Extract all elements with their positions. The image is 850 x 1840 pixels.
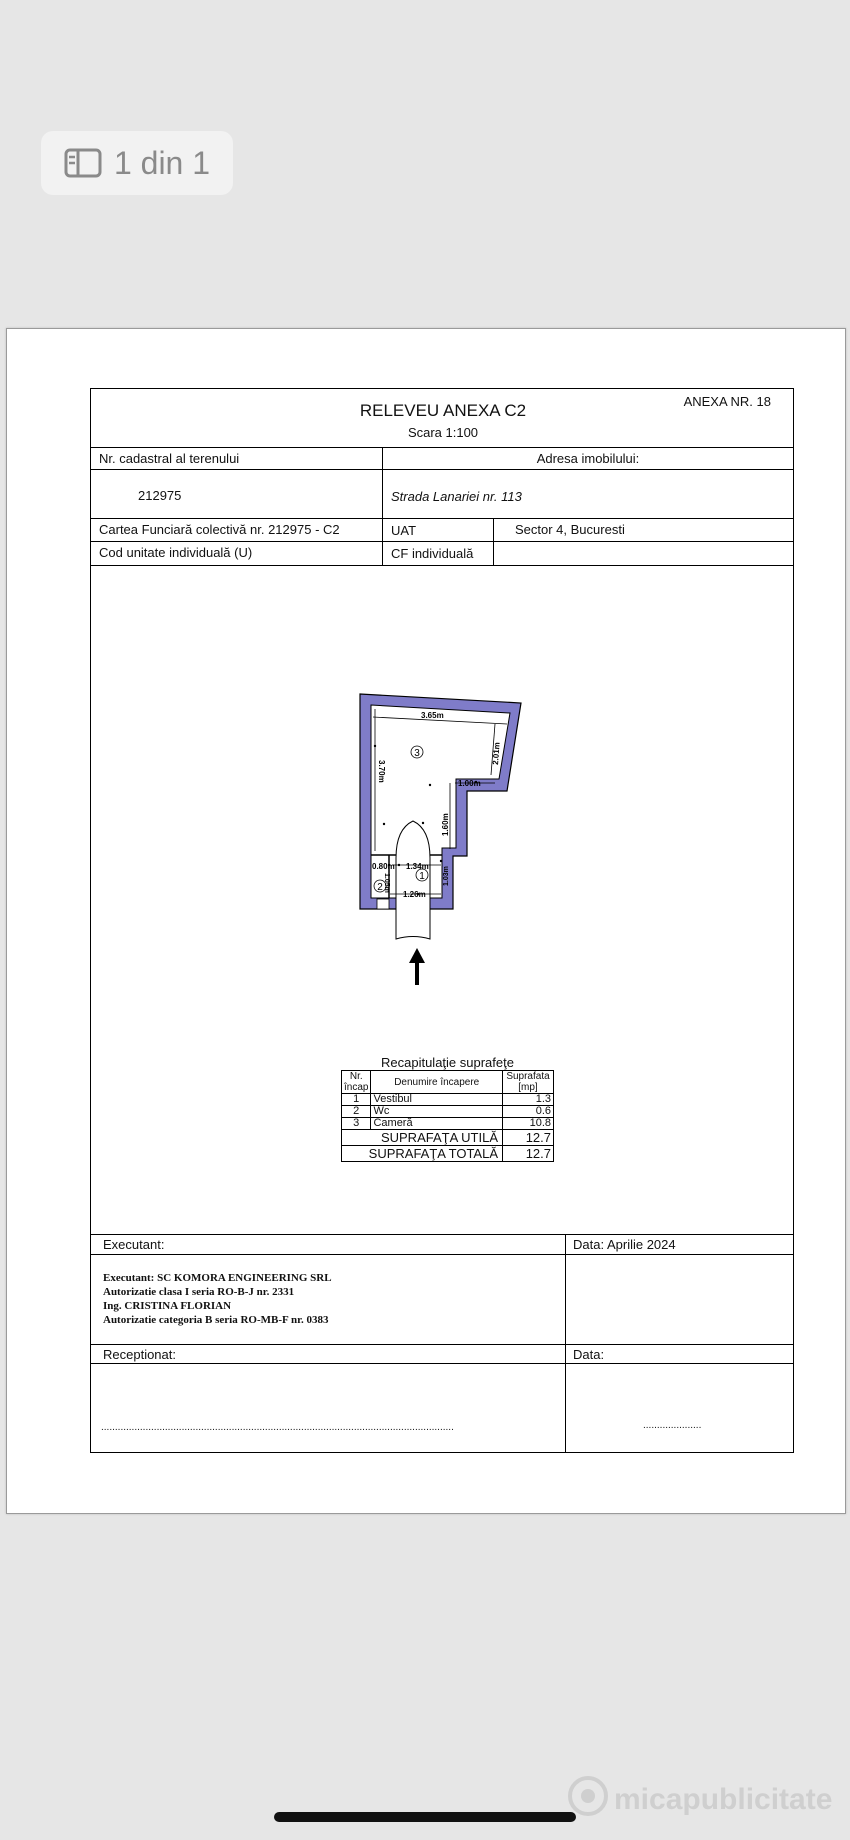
home-indicator[interactable]: [274, 1812, 576, 1822]
dim-vestibule-width: 1.34m: [406, 862, 429, 871]
dim-top: 3.65m: [421, 711, 444, 720]
dim-bottom: 1.26m: [403, 890, 426, 899]
page-indicator[interactable]: [41, 131, 233, 195]
watermark: [568, 1780, 838, 1820]
executant-date: Data: Aprilie 2024: [573, 1237, 676, 1252]
uat-value: Sector 4, Bucuresti: [515, 522, 625, 537]
annex-number: ANEXA NR. 18: [683, 394, 771, 409]
table-row: [342, 1118, 554, 1130]
date-line: .....................: [643, 1420, 702, 1431]
land-book: Cartea Funciară colectivă nr. 212975 - C2: [99, 522, 340, 537]
row-nr: 3: [342, 1118, 371, 1130]
row-nr: 1: [342, 1094, 371, 1106]
floor-plan: [91, 389, 795, 1089]
document-frame: [90, 388, 794, 1453]
cf-label: CF individuală: [391, 546, 474, 561]
executant-line: Autorizatie categoria B seria RO-MB-F nr. 0383: [103, 1314, 329, 1326]
dim-inner: 1.60m: [441, 813, 450, 836]
watermark-label: micapublicitate: [614, 1783, 833, 1816]
header-area: Suprafata [mp]: [503, 1071, 554, 1094]
dim-wc-depth: 1.05m: [383, 873, 390, 893]
row-name: Cameră: [371, 1118, 503, 1130]
executant-label: Executant:: [103, 1237, 165, 1252]
table-row: [342, 1094, 554, 1106]
summary-title: Recapitulaţie suprafeţe: [381, 1055, 514, 1070]
executant-line: Executant: SC KOMORA ENGINEERING SRL: [103, 1272, 332, 1284]
dim-step: 1.00m: [458, 779, 481, 788]
dim-right: 2.01m: [491, 741, 502, 766]
room-3-marker: 3: [414, 748, 420, 759]
room-1-marker: 1: [419, 871, 425, 882]
total-area-label: SUPRAFAŢA TOTALĂ: [342, 1146, 503, 1162]
unit-code-label: Cod unitate individuală (U): [99, 545, 253, 560]
table-row: [342, 1106, 554, 1118]
row-area: 10.8: [503, 1118, 554, 1130]
page-indicator-label: 1 din 1: [113, 144, 211, 181]
total-area-value: 12.7: [503, 1146, 554, 1162]
useful-area-value: 12.7: [503, 1130, 554, 1146]
document-title: RELEVEU ANEXA C2: [359, 401, 527, 420]
useful-area-label: SUPRAFAŢA UTILĂ: [342, 1130, 503, 1146]
received-date-label: Data:: [573, 1347, 605, 1362]
document-scale: Scara 1:100: [407, 425, 479, 440]
cadastral-label: Nr. cadastral al terenului: [99, 451, 240, 466]
dim-vestibule-depth: 1.03m: [443, 866, 450, 886]
cadastral-number: 212975: [138, 488, 182, 503]
sidebar-icon: [64, 148, 102, 178]
signature-line: ...............................................................................................................................: [101, 1422, 454, 1433]
address-label: Adresa imobilului:: [536, 451, 640, 466]
header-nr: Nr. încap: [342, 1071, 371, 1094]
executant-line: Autorizatie clasa I seria RO-B-J nr. 2331: [103, 1286, 295, 1298]
row-name: Vestibul: [371, 1094, 503, 1106]
row-area: 0.6: [503, 1106, 554, 1118]
header-name: Denumire încapere: [371, 1071, 503, 1094]
summary-table: [341, 1070, 554, 1162]
received-label: Receptionat:: [103, 1347, 176, 1362]
address-value: Strada Lanariei nr. 113: [391, 489, 522, 504]
document-page[interactable]: [6, 328, 846, 1514]
uat-label: UAT: [391, 523, 417, 538]
dim-wc-width: 0.80m: [372, 862, 395, 871]
row-area: 1.3: [503, 1094, 554, 1106]
room-2-marker: 2: [377, 882, 383, 893]
executant-line: Ing. CRISTINA FLORIAN: [103, 1300, 232, 1312]
row-nr: 2: [342, 1106, 371, 1118]
dim-left: 3.70m: [377, 760, 386, 783]
arrow-up-icon: [409, 948, 425, 985]
row-name: Wc: [371, 1106, 503, 1118]
